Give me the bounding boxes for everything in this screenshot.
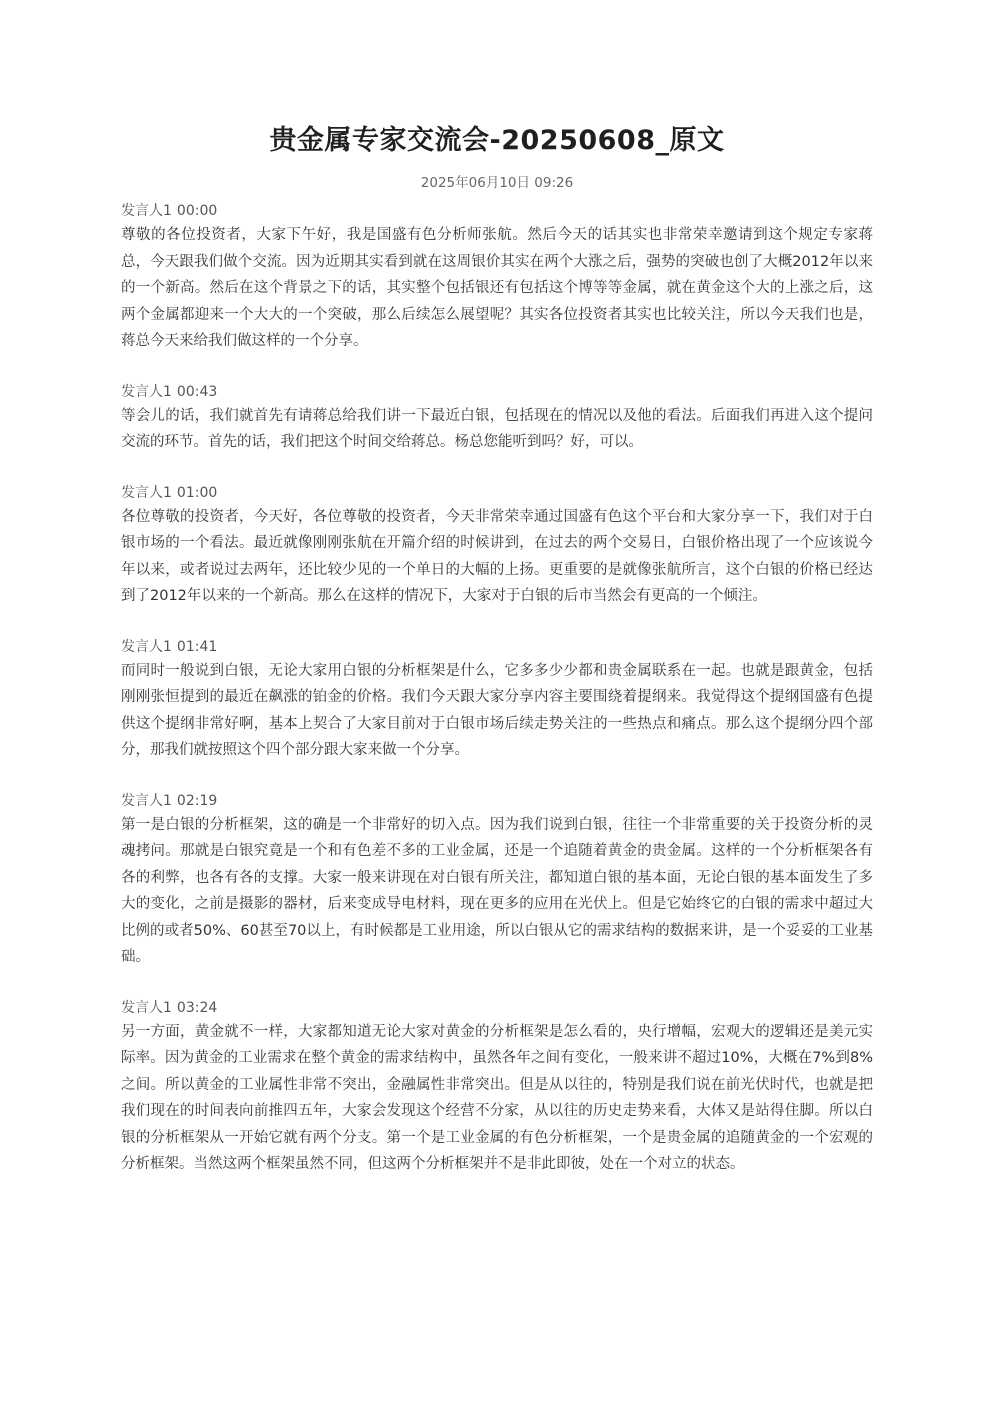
speaker-name: 发言人1	[121, 999, 172, 1016]
speaker-name: 发言人1	[121, 484, 172, 501]
segment-text: 第一是白银的分析框架，这的确是一个非常好的切入点。因为我们说到白银，往往一个非常重要的关于投资分析的灵魂拷问。那就是白银究竟是一个和有色差不多的工业金属，还是一个追随着黄金的贵金属。这样的一个分析框架各有各的利弊，也各有各的支撑。大家一般来讲现在对白银有所关注，都知道白银的基本面，无论白银的基本面发生了多大的变化，之前是摄影的器材，后来变成导电材料，现在更多的应用在光伏上。但是它始终它的白银的需求中超过大比例的或者50%、60甚至70以上，有时候都是工业用途，所以白银从它的需求结构的数据来讲，是一个妥妥的工业基础。	[121, 816, 873, 965]
speaker-name: 发言人1	[121, 638, 172, 655]
transcript	[121, 200, 873, 1178]
transcript-segment	[121, 482, 873, 610]
speaker-line	[121, 997, 873, 1019]
speaker-line	[121, 636, 873, 658]
segment-text: 各位尊敬的投资者，今天好，各位尊敬的投资者，今天非常荣幸通过国盛有色这个平台和大家分享一下，我们对于白银市场的一个看法。最近就像刚刚张航在开篇介绍的时候讲到，在过去的两个交易日，白银价格出现了一个应该说今年以来，或者说过去两年，还比较少见的一个单日的大幅的上扬。更重要的是就像张航所言，这个白银的价格已经达到了2012年以来的一个新高。那么在这样的情况下，大家对于白银的后市当然会有更高的一个倾注。	[121, 508, 873, 604]
speaker-name: 发言人1	[121, 792, 172, 809]
speaker-line	[121, 200, 873, 222]
speaker-line	[121, 790, 873, 812]
timestamp: 01:00	[176, 484, 218, 501]
speaker-line	[121, 482, 873, 504]
transcript-segment	[121, 636, 873, 764]
transcript-segment	[121, 790, 873, 971]
timestamp: 00:00	[176, 203, 218, 219]
speaker-name: 发言人1	[121, 383, 172, 400]
transcript-segment	[121, 381, 873, 456]
speaker-name: 发言人1	[121, 203, 172, 219]
speaker-line	[121, 381, 873, 403]
timestamp: 01:41	[176, 638, 218, 655]
segment-text: 而同时一般说到白银，无论大家用白银的分析框架是什么，它多多少少都和贵金属联系在一起。也就是跟黄金，包括刚刚张恒提到的最近在飙涨的铂金的价格。我们今天跟大家分享内容主要围绕着提纲来。我觉得这个提纲国盛有色提供这个提纲非常好啊，基本上契合了大家目前对于白银市场后续走势关注的一些热点和痛点。那么这个提纲分四个部分，那我们就按照这个四个部分跟大家来做一个分享。	[121, 662, 873, 758]
segment-text: 等会儿的话，我们就首先有请蒋总给我们讲一下最近白银，包括现在的情况以及他的看法。后面我们再进入这个提问交流的环节。首先的话，我们把这个时间交给蒋总。杨总您能听到吗？好，可以。	[121, 407, 873, 450]
timestamp: 00:43	[176, 383, 218, 400]
document-title: 贵金属专家交流会-20250608_原文	[269, 125, 725, 156]
segment-text: 另一方面，黄金就不一样，大家都知道无论大家对黄金的分析框架是怎么看的，央行增幅，宏观大的逻辑还是美元实际率。因为黄金的工业需求在整个黄金的需求结构中，虽然各年之间有变化，一般来讲不超过10%，大概在7%到8%之间。所以黄金的工业属性非常不突出，金融属性非常突出。但是从以往的，特别是我们说在前光伏时代，也就是把我们现在的时间表向前推四五年，大家会发现这个经营不分家，从以往的历史走势来看，大体又是站得住脚。所以白银的分析框架从一开始它就有两个分支。第一个是工业金属的有色分析框架，一个是贵金属的追随黄金的一个宏观的分析框架。当然这两个框架虽然不同，但这两个分析框架并不是非此即彼，处在一个对立的状态。	[121, 1023, 873, 1172]
document-date: 2025年06月10日 09:26	[420, 175, 574, 191]
timestamp: 02:19	[176, 792, 218, 809]
document-page	[121, 0, 873, 1204]
transcript-segment	[121, 997, 873, 1178]
segment-text: 尊敬的各位投资者，大家下午好，我是国盛有色分析师张航。然后今天的话其实也非常荣幸邀请到这个规定专家蒋总，今天跟我们做个交流。因为近期其实看到就在这周银价其实在两个大涨之后，强势的突破也创了大概2012年以来的一个新高。然后在这个背景之下的话，其实整个包括银还有包括这个博等等金属，就在黄金这个大的上涨之后，这两个金属都迎来一个大大的一个突破，那么后续怎么展望呢？其实各位投资者其实也比较关注，所以今天我们也是，蒋总今天来给我们做这样的一个分享。	[121, 227, 873, 349]
transcript-segment	[121, 200, 873, 355]
timestamp: 03:24	[176, 999, 218, 1016]
